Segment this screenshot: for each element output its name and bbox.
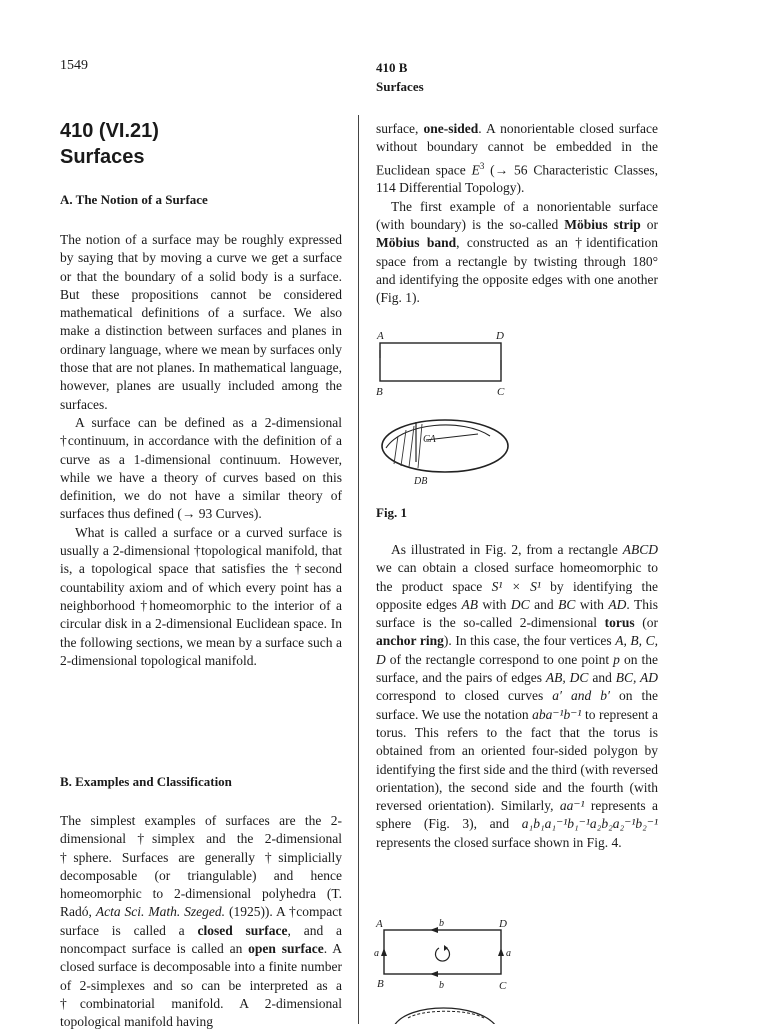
section-title: Surfaces — [376, 79, 424, 94]
figure-1-mobius — [368, 326, 528, 496]
fig1-rectangle — [380, 343, 501, 381]
section-a-heading: A. The Notion of a Surface — [60, 192, 208, 207]
section-b-body — [60, 812, 342, 1032]
paragraph: As illustrated in Fig. 2, from a rectangle ABCD we can obtain a closed surface homeomorphic to the product space S¹ × S¹ by identifying the opposite edges AB with DC and BC with AD. This surface is the so-called 2-dimensional torus (or anchor ring). In this case, the four vertices A, B, C, D of the rectangle correspond to one point p on the surface, and the pairs of edges AB, DC and BC, AD correspond to closed curves a′ and b′ on the surface. We use the notation aba⁻¹b⁻¹ to represent a torus. This refers to the fact that the torus is obtained from an oriented four-sided polygon by identifying the first side and the third (with reversed orientation), the second side and the fourth (with reversed orientation). Similarly, aa⁻¹ represents a sphere (Fig. 3), and a₁b₁a₁⁻¹b₁⁻¹a₂b₂a₂⁻¹b₂⁻¹ represents the closed surface shown in Fig. 4. — [376, 542, 659, 850]
article-number: 410 (VI.21) — [60, 120, 159, 142]
figure-1-caption: Fig. 1 — [376, 505, 408, 520]
fig2-torus-top — [394, 1008, 496, 1024]
fig2-label-a-right: a — [506, 948, 511, 959]
page-number: 1549 — [60, 58, 88, 73]
section-code: 410 B — [376, 60, 408, 75]
term-open-surface: open surface — [248, 941, 324, 957]
fig1-label-B: B — [376, 386, 383, 398]
term-mobius-band: Möbius band — [376, 235, 457, 251]
fig2-label-b-top: b — [439, 918, 444, 929]
fig2-label-B: B — [377, 978, 384, 990]
fig2-rectangle — [381, 927, 504, 977]
journal-name: Acta Sci. Math. Szeged. — [95, 904, 225, 920]
column-divider — [358, 115, 359, 1024]
section-b-heading: B. Examples and Classification — [60, 774, 232, 789]
fig1-label-A: A — [377, 330, 384, 342]
paragraph: The simplest examples of surfaces are the 2-dimensional †simplex and the 2-dimensional †sphere. Surfaces are generally †simplicially decomposable (or triangulable) and hence homeomorphic to 2-dimensional polyhedra (T. Radó, Acta Sci. Math. Szeged. (1925)). A †compact surface is called a closed surface, and a noncompact surface is called an open surface. A closed surface is decomposable into a finite number of 2-simplexes and so can be interpreted as a †combinatorial manifold. A 2-dimensional topological manifold having — [60, 813, 343, 1030]
term-anchor-ring: anchor ring — [376, 633, 444, 649]
fig2-label-D: D — [499, 918, 507, 930]
paragraph: The first example of a nonorientable surface (with boundary) is the so-called Möbius strip or Möbius band, constructed as an †identification space from a rectangle by twisting through 180° and identifying the opposite edges with one another (Fig. 1). — [376, 198, 659, 306]
section-a-body — [60, 231, 342, 670]
fig1-label-C: C — [497, 386, 505, 398]
term-torus: torus — [604, 615, 635, 631]
paragraph: surface, one-sided. A nonorientable closed surface without boundary cannot be embedded in the Euclidean space $E^3$ (→ 56 Characteristic Classes, 114 Differential Topology). — [376, 121, 658, 196]
fig1-label-D: D — [496, 330, 504, 342]
article-name: Surfaces — [60, 146, 145, 168]
orientation-arrow-icon — [436, 945, 450, 961]
figure-2-torus — [368, 914, 528, 1024]
term-mobius-strip: Möbius strip — [564, 216, 641, 232]
fig1-label-DB: DB — [414, 476, 428, 487]
fig2-label-b-bottom: b — [439, 980, 444, 991]
fig2-label-a-left: a — [374, 948, 379, 959]
right-column-top — [376, 120, 658, 307]
fig2-label-A: A — [376, 918, 383, 930]
paragraph: What is called a surface or a curved surface is usually a 2-dimensional †topological manifold, that is, a topological space that satisfies the †second countability axiom and of which every point has a neighborhood †homeomorphic to the interior of a circular disk in a 2-dimensional Euclidean space. In the following sections, we mean by a surface such a 2-dimensional topological manifold. — [60, 524, 342, 668]
term-closed-surface: closed surface — [197, 922, 288, 938]
paragraph: The notion of a surface may be roughly expressed by saying that by moving a curve we get a surface or that the boundary of a solid body is a surface. But these propositions cannot be considered mathematical definitions of a surface. We also make a distinction between surfaces and planes in ordinary language, where we mean by surfaces only those that are not planes. In mathematical language, however, planes are usually included among the surfaces. — [60, 232, 342, 412]
fig2-label-C: C — [499, 980, 507, 992]
fig1-mobius-strip — [382, 420, 508, 472]
running-header — [376, 58, 424, 96]
fig1-label-CA: CA — [423, 434, 436, 445]
term-one-sided: one-sided — [423, 121, 479, 136]
right-column-torus — [376, 541, 658, 852]
paragraph: A surface can be defined as a 2-dimensional †continuum, in accordance with the definition of a curve as a 1-dimensional continuum. However, while we have a theory of curves based on this definition, we do not have a similar theory of surfaces thus defined (→ 93 Curves). — [60, 414, 342, 522]
article-title — [60, 118, 159, 170]
